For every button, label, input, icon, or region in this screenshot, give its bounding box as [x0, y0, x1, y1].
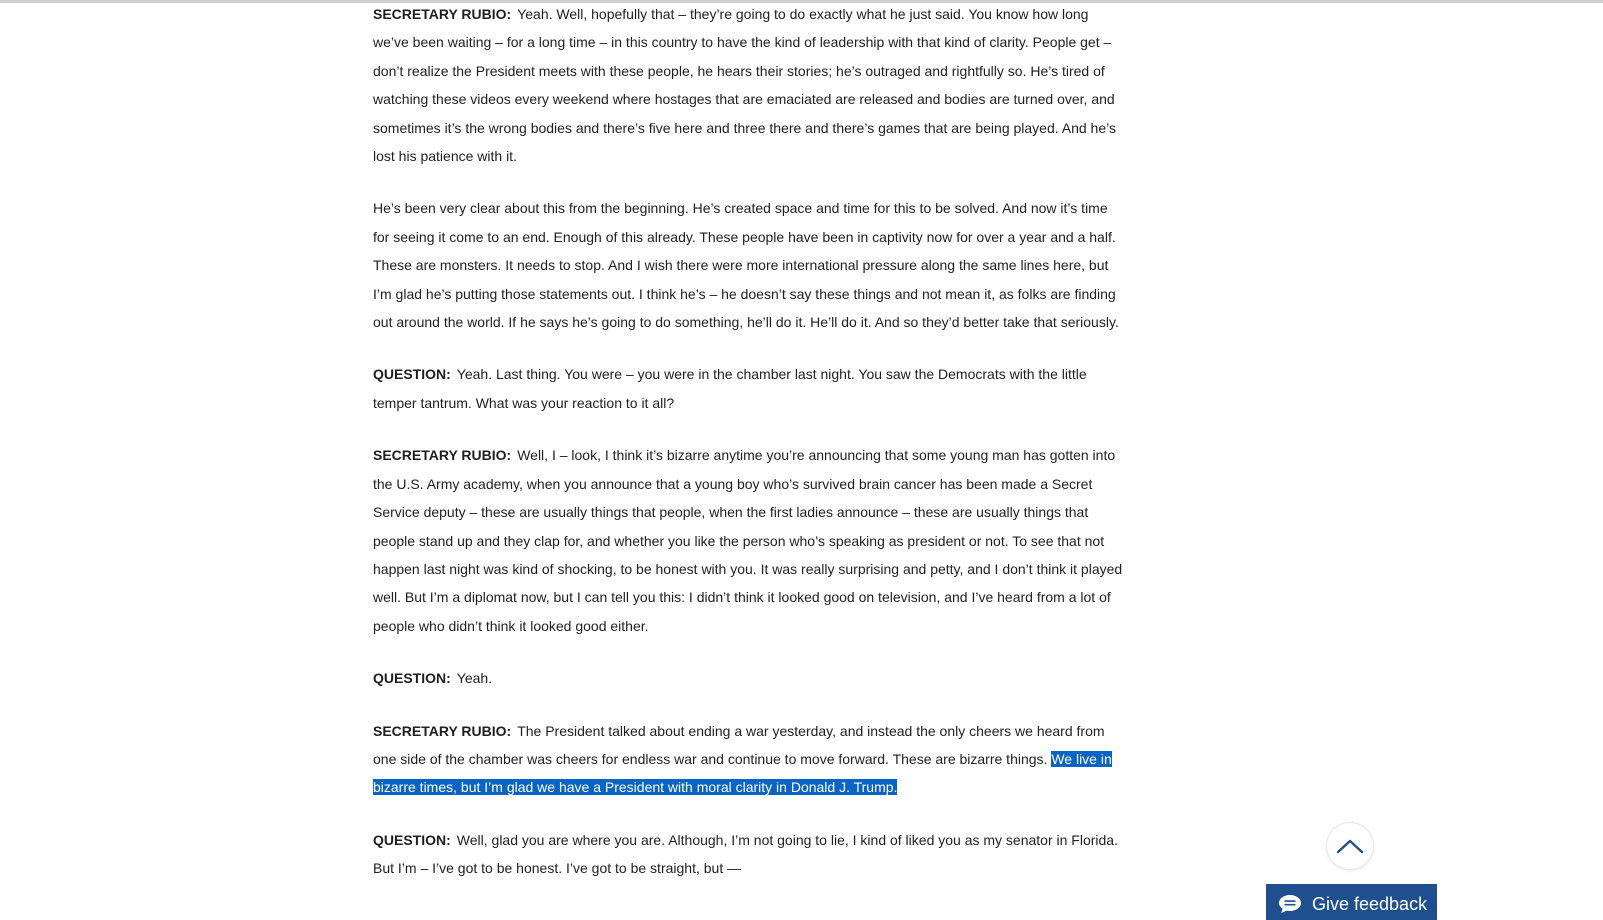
transcript-paragraph — [373, 441, 1125, 640]
transcript-paragraph — [373, 664, 1125, 692]
transcript-paragraph — [373, 360, 1125, 417]
selected-text[interactable]: We live in bizarre times, but I’m glad we have a President with moral clarity in Donald J. Trump. — [373, 750, 1112, 796]
back-to-top-button[interactable] — [1326, 822, 1374, 870]
paragraph-text: Yeah. Last thing. You were – you were in the chamber last night. You saw the Democrats with the little temper tantrum. What was your reaction to it all? — [373, 366, 1087, 411]
paragraph-text: Well, glad you are where you are. Although, I’m not going to lie, I kind of liked you as my senator in Florida. But I’m – I’ve got to be honest. I’ve got to be straight, but — — [373, 831, 1118, 877]
speaker-label: SECRETARY RUBIO: — [373, 447, 512, 464]
transcript-paragraph — [373, 194, 1125, 336]
speaker-label: SECRETARY RUBIO: — [373, 6, 512, 22]
paragraph-text: Yeah. — [456, 670, 493, 687]
speaker-label: QUESTION: — [373, 831, 451, 848]
chat-bubble-icon — [1278, 894, 1302, 914]
give-feedback-button[interactable] — [1266, 884, 1437, 920]
transcript-paragraph — [373, 826, 1125, 883]
paragraph-text: Well, I – look, I think it’s bizarre anytime you’re announcing that some young man has gotten into the U.S. Army academy, when you announce that a young boy who’s survived brain cancer has been made a Secret Service deputy – these are usually things that people, when the first ladies announce – these are usually things that people stand up and they clap for, and whether you like the person who’s speaking as president or not. To see that not happen last night was kind of shocking, to be honest with you. It was really surprising and petty, and I don’t think it played well. But I’m a diplomat now, but I can tell you this: I didn’t think it looked good on television, and I’ve heard from a lot of people who didn’t think it looked good either. — [373, 447, 1123, 634]
speaker-label: SECRETARY RUBIO: — [373, 722, 512, 739]
feedback-label: Give feedback — [1312, 893, 1428, 914]
paragraph-text: Yeah. Well, hopefully that – they’re going to do exactly what he just said. You know how long we’ve been waiting – for a long time – in this country to have the kind of leadership with that kind of clarity. People get – don’t realize the President meets with these people, he hears their stories; he’s outraged and rightfully so. He’s tired of watching these videos every weekend where hostages that are emaciated are released and bodies are turned over, and sometimes it’s the wrong bodies and there’s five here and three there and there’s games that are being played. And he’s lost his patience with it. — [373, 6, 1116, 165]
speaker-label: QUESTION: — [373, 366, 451, 383]
speaker-label: QUESTION: — [373, 670, 451, 687]
transcript-paragraph — [373, 717, 1125, 802]
transcript-body — [373, 0, 1125, 907]
transcript-paragraph — [373, 0, 1125, 170]
paragraph-text: He’s been very clear about this from the beginning. He’s created space and time for this to be solved. And now it’s time for seeing it come to an end. Enough of this already. These people have been in captivity now for over a year and a half. These are monsters. It needs to stop. And I wish there were more international pressure along the same lines here, but I’m glad he’s putting those statements out. I think he’s – he doesn’t say these things and not mean it, as folks are finding out around the world. If he says he’s going to do something, he’ll do it. He’ll do it. And so they’d better take that seriously. — [373, 200, 1119, 331]
chevron-up-icon — [1336, 838, 1364, 854]
paragraph-text: The President talked about ending a war yesterday, and instead the only cheers we heard from one side of the chamber was cheers for endless war and continue to move forward. These are bizarre things. — [373, 722, 1105, 767]
